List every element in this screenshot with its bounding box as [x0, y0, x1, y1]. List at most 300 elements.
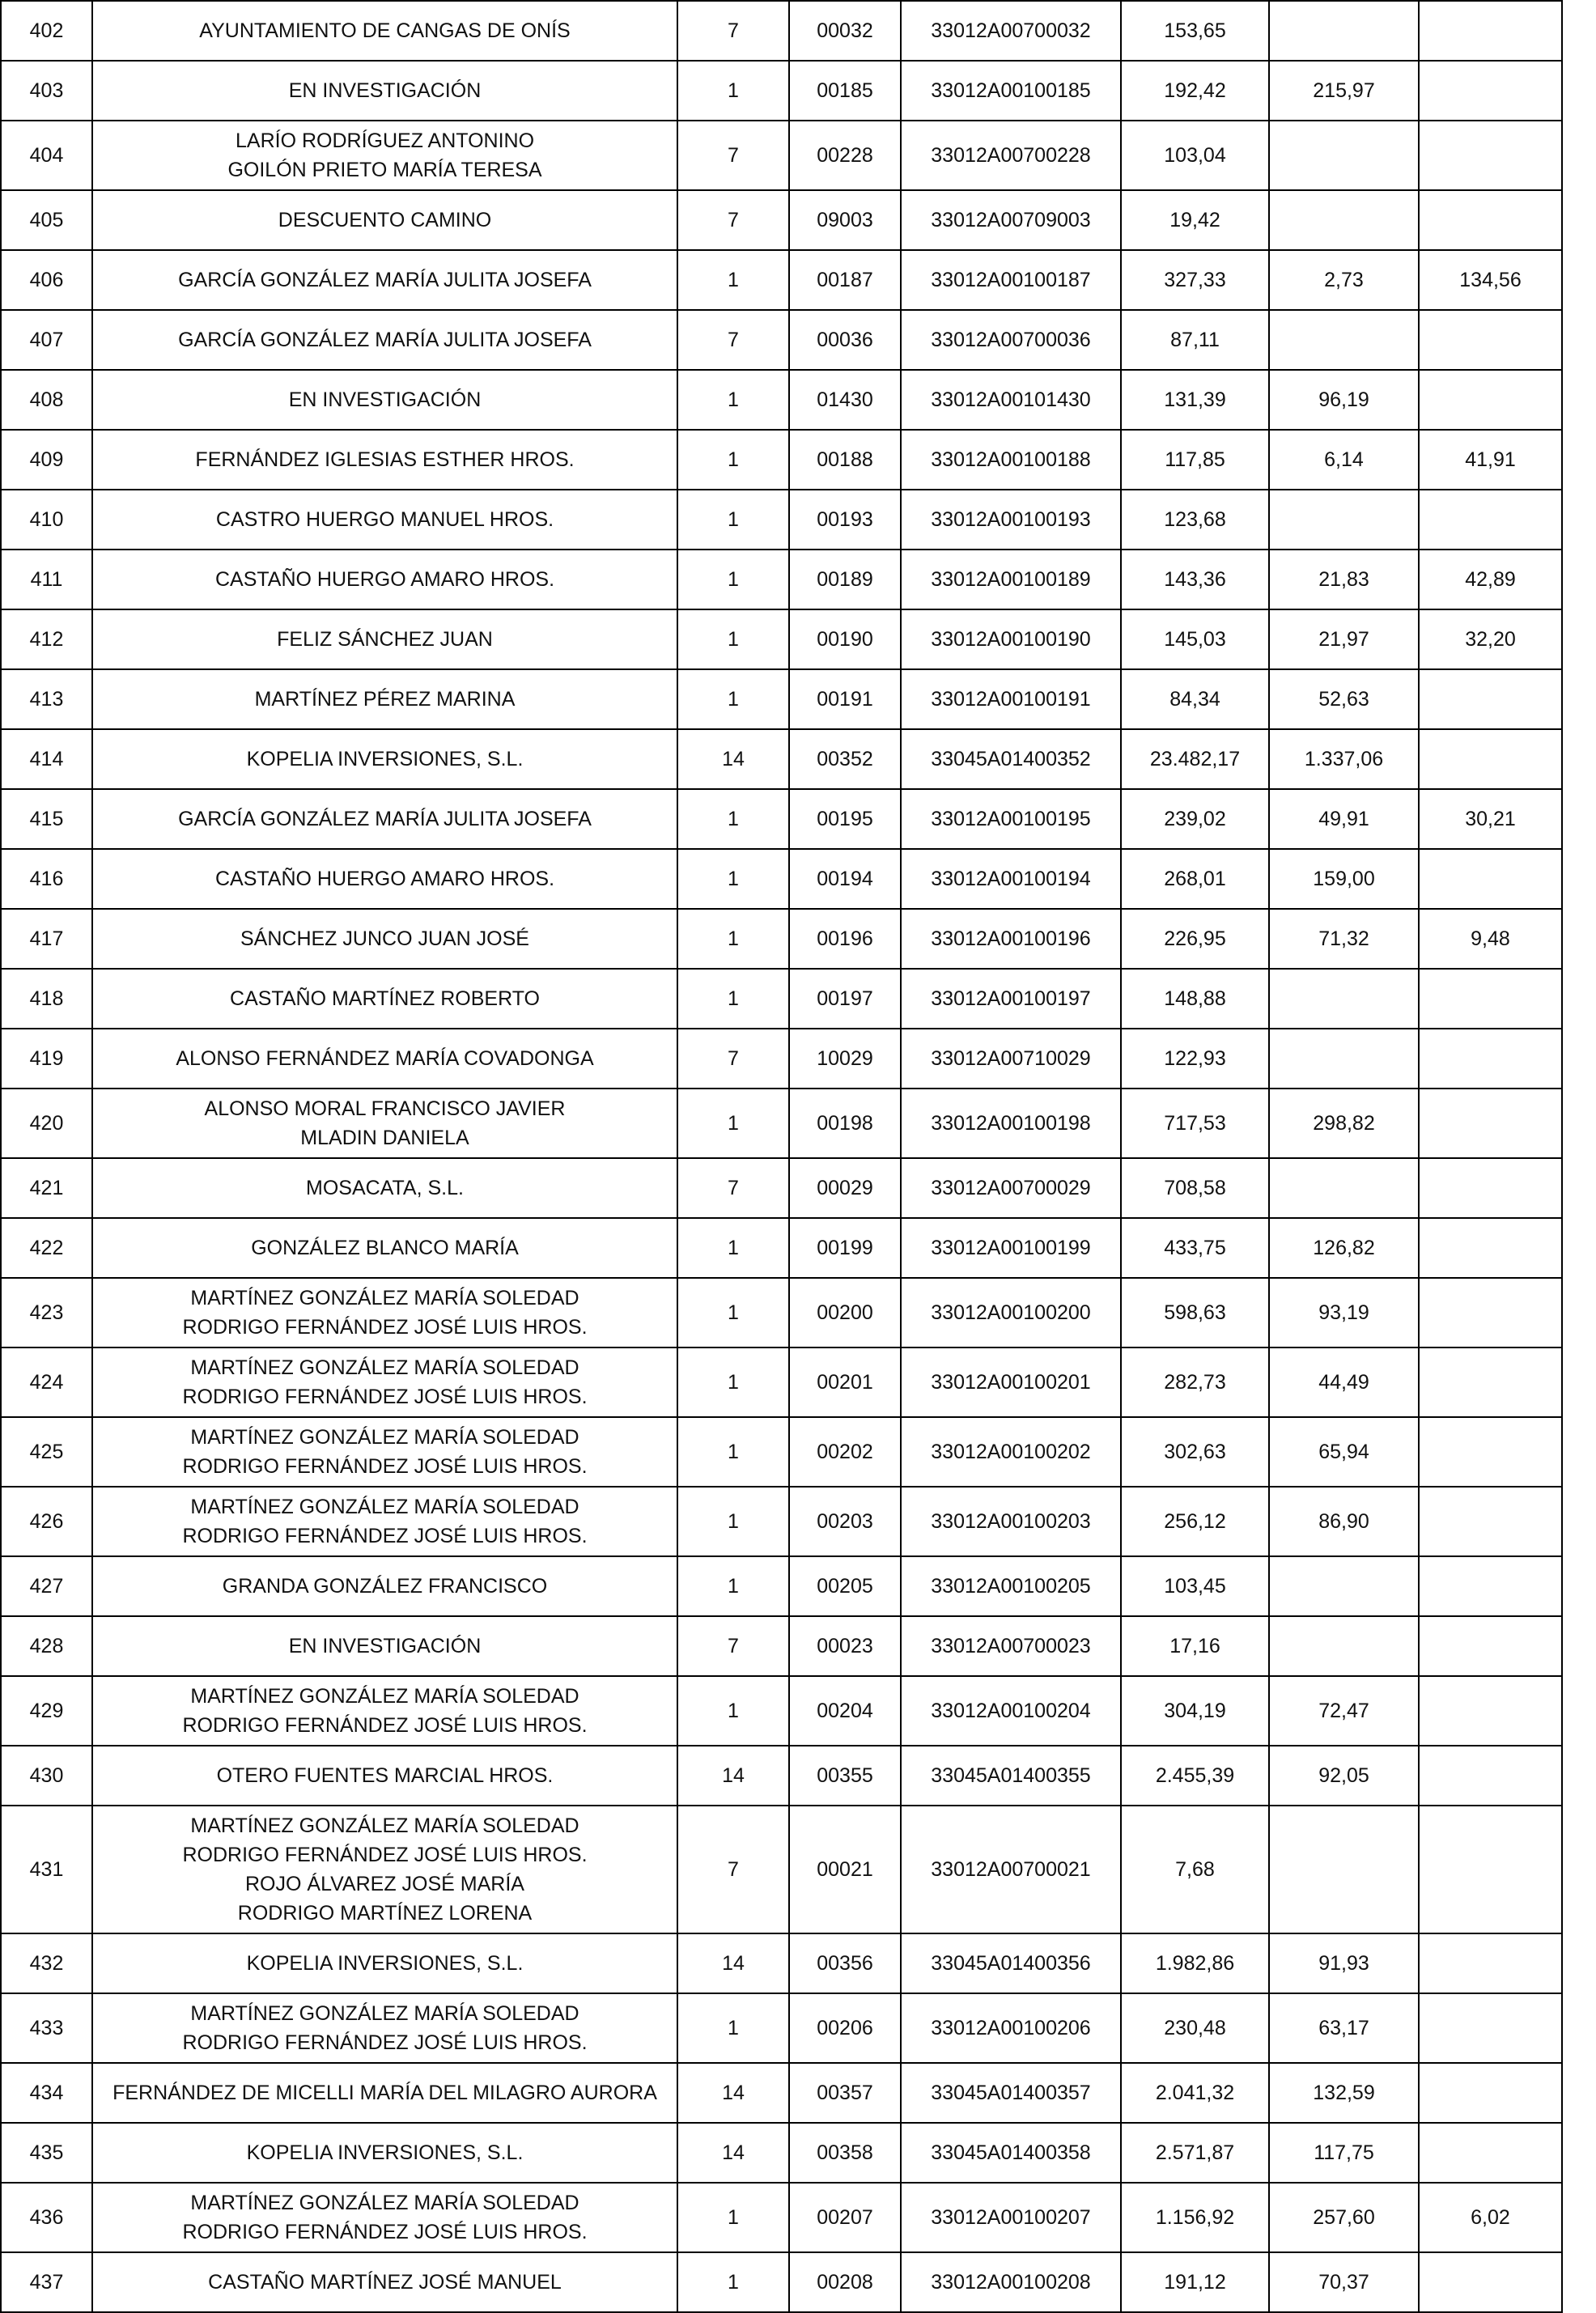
owner-name: EN INVESTIGACIÓN [288, 388, 482, 411]
cadastral-ref-cell: 33012A00700036 [901, 310, 1121, 370]
poligono-cell: 1 [677, 1278, 789, 1347]
owner-name: RODRIGO FERNÁNDEZ JOSÉ LUIS HROS. [182, 1714, 588, 1737]
row-number: 435 [1, 2123, 92, 2183]
owner-name: CASTAÑO HUERGO AMARO HROS. [214, 568, 555, 591]
row-number: 415 [1, 789, 92, 849]
poligono-cell: 1 [677, 849, 789, 909]
area-value-3-cell [1419, 190, 1562, 250]
parcela-cell: 00358 [789, 2123, 901, 2183]
parcela-cell: 00189 [789, 550, 901, 609]
owner-name: ROJO ÁLVAREZ JOSÉ MARÍA [245, 1873, 524, 1895]
table-row [1, 1158, 1562, 1218]
owner-name: AYUNTAMIENTO DE CANGAS DE ONÍS [199, 19, 571, 42]
poligono-cell: 1 [677, 1556, 789, 1616]
owner-name: MLADIN DANIELA [300, 1127, 469, 1149]
area-value-3-cell: 134,56 [1419, 250, 1562, 310]
row-number: 407 [1, 310, 92, 370]
owner-name: ALONSO MORAL FRANCISCO JAVIER [204, 1097, 566, 1120]
owner-name: GONZÁLEZ BLANCO MARÍA [251, 1237, 519, 1259]
cadastral-ref-cell: 33012A00100202 [901, 1417, 1121, 1487]
area-value-3-cell: 9,48 [1419, 909, 1562, 969]
area-value-3-cell [1419, 490, 1562, 550]
owner-name: FERNÁNDEZ DE MICELLI MARÍA DEL MILAGRO AURORA [112, 2082, 657, 2104]
parcela-cell: 00023 [789, 1616, 901, 1676]
cadastral-ref-cell: 33012A00100187 [901, 250, 1121, 310]
owner-name: CASTAÑO HUERGO AMARO HROS. [214, 868, 555, 890]
owner-name: MARTÍNEZ GONZÁLEZ MARÍA SOLEDAD [190, 2002, 579, 2025]
parcela-cell: 00197 [789, 969, 901, 1029]
poligono-cell: 7 [677, 1, 789, 61]
area-value-3-cell: 42,89 [1419, 550, 1562, 609]
owner-name: RODRIGO FERNÁNDEZ JOSÉ LUIS HROS. [182, 1844, 588, 1866]
cadastral-ref-cell: 33012A00100203 [901, 1487, 1121, 1556]
owner-cell [92, 1933, 677, 1993]
owner-cell [92, 2183, 677, 2252]
owner-name: KOPELIA INVERSIONES, S.L. [246, 1952, 524, 1975]
owner-name: RODRIGO MARTÍNEZ LORENA [237, 1902, 533, 1925]
area-value-3-cell [1419, 1417, 1562, 1487]
area-value-3-cell: 6,02 [1419, 2183, 1562, 2252]
row-number: 422 [1, 1218, 92, 1278]
table-row [1, 370, 1562, 430]
owner-cell [92, 2123, 677, 2183]
area-value-2-cell [1269, 1556, 1419, 1616]
parcela-cell: 00190 [789, 609, 901, 669]
row-number: 421 [1, 1158, 92, 1218]
poligono-cell: 7 [677, 310, 789, 370]
parcela-cell: 00352 [789, 729, 901, 789]
area-value-3-cell [1419, 729, 1562, 789]
row-number: 402 [1, 1, 92, 61]
area-value-cell: 433,75 [1121, 1218, 1269, 1278]
owner-cell [92, 1218, 677, 1278]
cadastral-ref-cell: 33012A00100204 [901, 1676, 1121, 1746]
area-value-cell: 2.455,39 [1121, 1746, 1269, 1806]
poligono-cell: 1 [677, 609, 789, 669]
area-value-cell: 598,63 [1121, 1278, 1269, 1347]
owner-name: EN INVESTIGACIÓN [288, 1635, 482, 1657]
area-value-2-cell: 132,59 [1269, 2063, 1419, 2123]
table-row [1, 849, 1562, 909]
area-value-3-cell [1419, 1556, 1562, 1616]
table-row [1, 909, 1562, 969]
cadastral-ref-cell: 33012A00100188 [901, 430, 1121, 490]
parcela-cell: 00205 [789, 1556, 901, 1616]
row-number: 417 [1, 909, 92, 969]
parcela-cell: 10029 [789, 1029, 901, 1089]
poligono-cell: 7 [677, 1158, 789, 1218]
area-value-3-cell [1419, 1029, 1562, 1089]
table-row [1, 490, 1562, 550]
poligono-cell: 1 [677, 669, 789, 729]
area-value-2-cell: 71,32 [1269, 909, 1419, 969]
owner-cell [92, 1029, 677, 1089]
area-value-cell: 239,02 [1121, 789, 1269, 849]
table-row [1, 1993, 1562, 2063]
area-value-cell: 717,53 [1121, 1089, 1269, 1158]
table-row [1, 121, 1562, 190]
row-number: 429 [1, 1676, 92, 1746]
row-number: 436 [1, 2183, 92, 2252]
parcela-cell: 00199 [789, 1218, 901, 1278]
cadastral-ref-cell: 33045A01400358 [901, 2123, 1121, 2183]
row-number: 414 [1, 729, 92, 789]
parcela-cell: 00029 [789, 1158, 901, 1218]
row-number: 413 [1, 669, 92, 729]
cadastral-ref-cell: 33012A00700021 [901, 1806, 1121, 1933]
owner-name: GRANDA GONZÁLEZ FRANCISCO [222, 1575, 548, 1598]
area-value-3-cell [1419, 1089, 1562, 1158]
poligono-cell: 14 [677, 729, 789, 789]
row-number: 416 [1, 849, 92, 909]
parcela-cell: 00188 [789, 430, 901, 490]
area-value-3-cell [1419, 1347, 1562, 1417]
area-value-3-cell [1419, 2063, 1562, 2123]
poligono-cell: 14 [677, 1746, 789, 1806]
area-value-3-cell: 41,91 [1419, 430, 1562, 490]
area-value-cell: 268,01 [1121, 849, 1269, 909]
table-row [1, 1218, 1562, 1278]
row-number: 434 [1, 2063, 92, 2123]
area-value-cell: 327,33 [1121, 250, 1269, 310]
poligono-cell: 1 [677, 1993, 789, 2063]
parcela-cell: 00032 [789, 1, 901, 61]
area-value-cell: 2.041,32 [1121, 2063, 1269, 2123]
area-value-cell: 153,65 [1121, 1, 1269, 61]
owner-cell [92, 1089, 677, 1158]
area-value-cell: 1.982,86 [1121, 1933, 1269, 1993]
area-value-cell: 103,45 [1121, 1556, 1269, 1616]
owner-cell [92, 789, 677, 849]
table-row [1, 789, 1562, 849]
area-value-cell: 708,58 [1121, 1158, 1269, 1218]
area-value-3-cell [1419, 1993, 1562, 2063]
area-value-cell: 1.156,92 [1121, 2183, 1269, 2252]
owner-cell [92, 1806, 677, 1933]
owner-cell [92, 1616, 677, 1676]
row-number: 408 [1, 370, 92, 430]
area-value-2-cell: 93,19 [1269, 1278, 1419, 1347]
table-row [1, 669, 1562, 729]
table-row [1, 1933, 1562, 1993]
table-row [1, 2183, 1562, 2252]
cadastral-ref-cell: 33012A00100191 [901, 669, 1121, 729]
row-number: 403 [1, 61, 92, 121]
area-value-cell: 256,12 [1121, 1487, 1269, 1556]
poligono-cell: 7 [677, 121, 789, 190]
area-value-2-cell [1269, 190, 1419, 250]
area-value-2-cell: 126,82 [1269, 1218, 1419, 1278]
parcela-cell: 00193 [789, 490, 901, 550]
row-number: 430 [1, 1746, 92, 1806]
owner-cell [92, 550, 677, 609]
cadastral-ref-cell: 33012A00100195 [901, 789, 1121, 849]
area-value-2-cell: 159,00 [1269, 849, 1419, 909]
owner-cell [92, 61, 677, 121]
row-number: 410 [1, 490, 92, 550]
area-value-3-cell [1419, 2123, 1562, 2183]
row-number: 423 [1, 1278, 92, 1347]
owner-name: DESCUENTO CAMINO [278, 209, 492, 231]
owner-cell [92, 669, 677, 729]
poligono-cell: 1 [677, 1347, 789, 1417]
area-value-2-cell: 52,63 [1269, 669, 1419, 729]
parcela-cell: 00208 [789, 2252, 901, 2312]
owner-name: KOPELIA INVERSIONES, S.L. [246, 2141, 524, 2164]
cadastral-ref-cell: 33045A01400352 [901, 729, 1121, 789]
table-row [1, 1089, 1562, 1158]
parcela-cell: 00355 [789, 1746, 901, 1806]
table-row [1, 2063, 1562, 2123]
owner-cell [92, 1, 677, 61]
table-row [1, 1616, 1562, 1676]
area-value-3-cell: 32,20 [1419, 609, 1562, 669]
owner-name: CASTAÑO MARTÍNEZ JOSÉ MANUEL [208, 2271, 562, 2294]
owner-cell [92, 2252, 677, 2312]
cadastral-ref-cell: 33012A00100198 [901, 1089, 1121, 1158]
area-value-cell: 191,12 [1121, 2252, 1269, 2312]
area-value-2-cell: 86,90 [1269, 1487, 1419, 1556]
owner-name: MARTÍNEZ GONZÁLEZ MARÍA SOLEDAD [190, 1496, 579, 1518]
area-value-cell: 19,42 [1121, 190, 1269, 250]
row-number: 404 [1, 121, 92, 190]
area-value-cell: 143,36 [1121, 550, 1269, 609]
row-number: 437 [1, 2252, 92, 2312]
cadastral-ref-cell: 33012A00101430 [901, 370, 1121, 430]
owner-name: GARCÍA GONZÁLEZ MARÍA JULITA JOSEFA [178, 808, 592, 830]
owner-cell [92, 430, 677, 490]
table-row [1, 729, 1562, 789]
area-value-2-cell: 70,37 [1269, 2252, 1419, 2312]
owner-name: RODRIGO FERNÁNDEZ JOSÉ LUIS HROS. [182, 1386, 588, 1408]
area-value-2-cell: 215,97 [1269, 61, 1419, 121]
row-number: 412 [1, 609, 92, 669]
owner-cell [92, 1993, 677, 2063]
owner-cell [92, 1158, 677, 1218]
owner-name: RODRIGO FERNÁNDEZ JOSÉ LUIS HROS. [182, 1525, 588, 1547]
owner-cell [92, 1347, 677, 1417]
area-value-cell: 304,19 [1121, 1676, 1269, 1746]
area-value-2-cell: 1.337,06 [1269, 729, 1419, 789]
cadastral-ref-cell: 33012A00709003 [901, 190, 1121, 250]
area-value-cell: 131,39 [1121, 370, 1269, 430]
cadastral-ref-cell: 33012A00100205 [901, 1556, 1121, 1616]
cadastral-ref-cell: 33012A00100185 [901, 61, 1121, 121]
owner-cell [92, 1556, 677, 1616]
area-value-2-cell: 2,73 [1269, 250, 1419, 310]
area-value-2-cell: 49,91 [1269, 789, 1419, 849]
cadastral-ref-cell: 33012A00100190 [901, 609, 1121, 669]
area-value-cell: 87,11 [1121, 310, 1269, 370]
poligono-cell: 1 [677, 969, 789, 1029]
parcela-cell: 00228 [789, 121, 901, 190]
poligono-cell: 1 [677, 789, 789, 849]
owner-cell [92, 250, 677, 310]
parcela-cell: 00200 [789, 1278, 901, 1347]
cadastral-ref-cell: 33045A01400356 [901, 1933, 1121, 1993]
area-value-2-cell: 96,19 [1269, 370, 1419, 430]
area-value-2-cell [1269, 1158, 1419, 1218]
row-number: 419 [1, 1029, 92, 1089]
owner-cell [92, 490, 677, 550]
area-value-cell: 302,63 [1121, 1417, 1269, 1487]
area-value-3-cell [1419, 969, 1562, 1029]
parcela-cell: 00021 [789, 1806, 901, 1933]
area-value-2-cell: 72,47 [1269, 1676, 1419, 1746]
poligono-cell: 1 [677, 430, 789, 490]
area-value-3-cell: 30,21 [1419, 789, 1562, 849]
owner-name: GARCÍA GONZÁLEZ MARÍA JULITA JOSEFA [178, 269, 592, 291]
poligono-cell: 7 [677, 1616, 789, 1676]
owner-name: RODRIGO FERNÁNDEZ JOSÉ LUIS HROS. [182, 2031, 588, 2054]
row-number: 409 [1, 430, 92, 490]
parcela-cell: 00195 [789, 789, 901, 849]
parcela-cell: 00036 [789, 310, 901, 370]
area-value-2-cell [1269, 1, 1419, 61]
cadastral-ref-cell: 33012A00100193 [901, 490, 1121, 550]
area-value-cell: 103,04 [1121, 121, 1269, 190]
area-value-3-cell [1419, 669, 1562, 729]
owner-name: GARCÍA GONZÁLEZ MARÍA JULITA JOSEFA [178, 329, 592, 351]
table-row [1, 430, 1562, 490]
area-value-3-cell [1419, 1278, 1562, 1347]
area-value-2-cell: 6,14 [1269, 430, 1419, 490]
area-value-2-cell: 92,05 [1269, 1746, 1419, 1806]
area-value-3-cell [1419, 2252, 1562, 2312]
owner-name: CASTRO HUERGO MANUEL HROS. [215, 508, 554, 531]
row-number: 428 [1, 1616, 92, 1676]
area-value-2-cell: 63,17 [1269, 1993, 1419, 2063]
owner-name: RODRIGO FERNÁNDEZ JOSÉ LUIS HROS. [182, 1455, 588, 1478]
area-value-3-cell [1419, 61, 1562, 121]
parcela-cell: 00185 [789, 61, 901, 121]
table-row [1, 1676, 1562, 1746]
parcela-cell: 00201 [789, 1347, 901, 1417]
poligono-cell: 1 [677, 1417, 789, 1487]
table-row [1, 1029, 1562, 1089]
area-value-2-cell [1269, 121, 1419, 190]
cadastral-ref-cell: 33012A00100197 [901, 969, 1121, 1029]
poligono-cell: 7 [677, 1029, 789, 1089]
owner-cell [92, 849, 677, 909]
area-value-cell: 148,88 [1121, 969, 1269, 1029]
area-value-2-cell: 65,94 [1269, 1417, 1419, 1487]
cadastral-ref-cell: 33012A00700032 [901, 1, 1121, 61]
owner-name: MARTÍNEZ GONZÁLEZ MARÍA SOLEDAD [190, 1287, 579, 1309]
area-value-cell: 192,42 [1121, 61, 1269, 121]
owner-cell [92, 969, 677, 1029]
area-value-3-cell [1419, 121, 1562, 190]
owner-cell [92, 909, 677, 969]
table-row [1, 310, 1562, 370]
area-value-cell: 2.571,87 [1121, 2123, 1269, 2183]
area-value-3-cell [1419, 1676, 1562, 1746]
area-value-3-cell [1419, 1806, 1562, 1933]
owner-name: MARTÍNEZ GONZÁLEZ MARÍA SOLEDAD [190, 1426, 579, 1449]
owner-name: MARTÍNEZ GONZÁLEZ MARÍA SOLEDAD [190, 1356, 579, 1379]
owner-name: MARTÍNEZ GONZÁLEZ MARÍA SOLEDAD [190, 2192, 579, 2214]
parcela-cell: 00196 [789, 909, 901, 969]
parcela-cell: 00191 [789, 669, 901, 729]
area-value-2-cell [1269, 310, 1419, 370]
owner-cell [92, 1417, 677, 1487]
owner-cell [92, 1487, 677, 1556]
row-number: 426 [1, 1487, 92, 1556]
owner-name: ALONSO FERNÁNDEZ MARÍA COVADONGA [176, 1047, 594, 1070]
owner-name: OTERO FUENTES MARCIAL HROS. [216, 1764, 554, 1787]
table-row [1, 1, 1562, 61]
area-value-cell: 145,03 [1121, 609, 1269, 669]
row-number: 406 [1, 250, 92, 310]
area-value-2-cell: 21,97 [1269, 609, 1419, 669]
owner-name: KOPELIA INVERSIONES, S.L. [246, 748, 524, 770]
table-row [1, 1347, 1562, 1417]
area-value-cell: 123,68 [1121, 490, 1269, 550]
row-number: 431 [1, 1806, 92, 1933]
owner-name: CASTAÑO MARTÍNEZ ROBERTO [230, 987, 540, 1010]
area-value-3-cell [1419, 849, 1562, 909]
parcela-cell: 00204 [789, 1676, 901, 1746]
owner-name: RODRIGO FERNÁNDEZ JOSÉ LUIS HROS. [182, 2221, 588, 2243]
poligono-cell: 14 [677, 2063, 789, 2123]
poligono-cell: 1 [677, 1676, 789, 1746]
owner-cell [92, 1676, 677, 1746]
parcela-cell: 00357 [789, 2063, 901, 2123]
area-value-3-cell [1419, 1, 1562, 61]
owner-name: RODRIGO FERNÁNDEZ JOSÉ LUIS HROS. [182, 1316, 588, 1339]
table-row [1, 969, 1562, 1029]
poligono-cell: 1 [677, 1487, 789, 1556]
parcela-cell: 00194 [789, 849, 901, 909]
area-value-2-cell: 91,93 [1269, 1933, 1419, 1993]
area-value-3-cell [1419, 370, 1562, 430]
poligono-cell: 7 [677, 190, 789, 250]
parcela-cell: 00207 [789, 2183, 901, 2252]
cadastral-ref-cell: 33012A00100200 [901, 1278, 1121, 1347]
owner-cell [92, 1278, 677, 1347]
area-value-2-cell: 298,82 [1269, 1089, 1419, 1158]
table-row [1, 1417, 1562, 1487]
owner-name: EN INVESTIGACIÓN [288, 79, 482, 102]
poligono-cell: 1 [677, 2183, 789, 2252]
table-row [1, 2123, 1562, 2183]
cadastral-ref-cell: 33012A00100196 [901, 909, 1121, 969]
cadastral-ref-cell: 33012A00100189 [901, 550, 1121, 609]
cadastral-ref-cell: 33045A01400357 [901, 2063, 1121, 2123]
area-value-cell: 282,73 [1121, 1347, 1269, 1417]
owner-name: MARTÍNEZ GONZÁLEZ MARÍA SOLEDAD [190, 1685, 579, 1708]
table-row [1, 550, 1562, 609]
area-value-3-cell [1419, 1158, 1562, 1218]
parcela-cell: 00356 [789, 1933, 901, 1993]
table-row [1, 1556, 1562, 1616]
owner-cell [92, 2063, 677, 2123]
owner-name: MARTÍNEZ GONZÁLEZ MARÍA SOLEDAD [190, 1814, 579, 1837]
cadastral-ref-cell: 33012A00100208 [901, 2252, 1121, 2312]
poligono-cell: 1 [677, 370, 789, 430]
poligono-cell: 7 [677, 1806, 789, 1933]
owner-cell [92, 121, 677, 190]
row-number: 405 [1, 190, 92, 250]
owner-name: MOSACATA, S.L. [306, 1177, 464, 1199]
cadastral-ref-cell: 33012A00100207 [901, 2183, 1121, 2252]
row-number: 433 [1, 1993, 92, 2063]
cadastral-ref-cell: 33012A00100201 [901, 1347, 1121, 1417]
row-number: 424 [1, 1347, 92, 1417]
table-row [1, 2252, 1562, 2312]
row-number: 425 [1, 1417, 92, 1487]
row-number: 427 [1, 1556, 92, 1616]
